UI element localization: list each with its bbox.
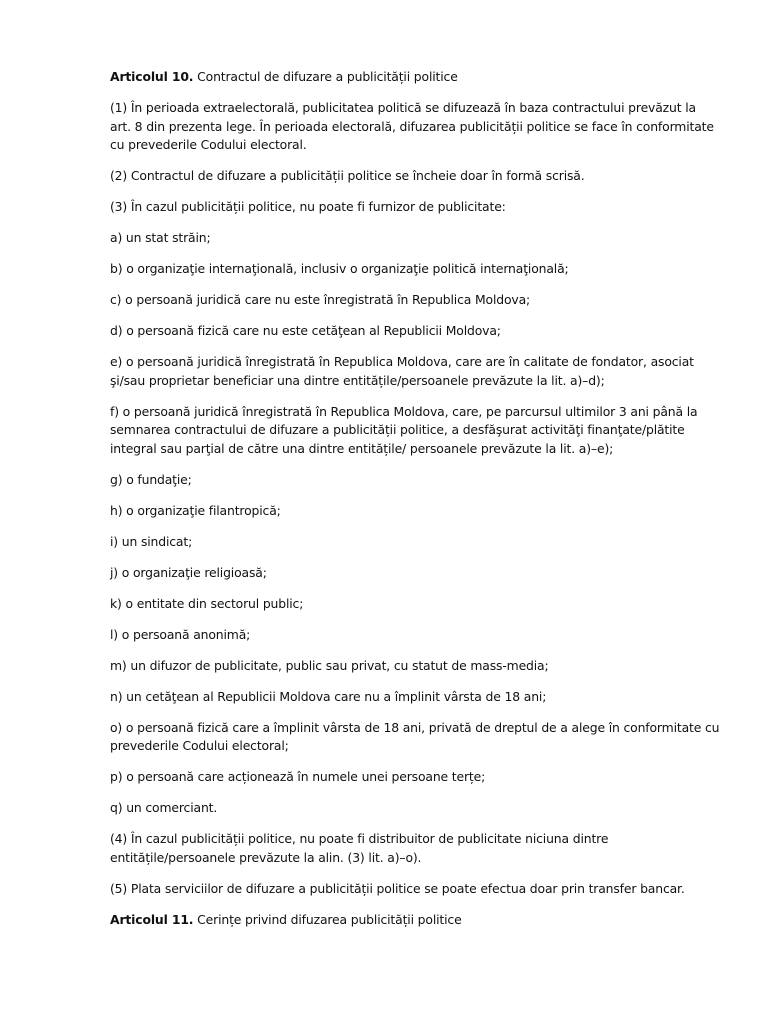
article-10-heading: [110, 68, 720, 87]
list-item-k: k) o entitate din sectorul public;: [110, 595, 304, 611]
article-11-heading: [110, 911, 720, 930]
paragraph-3: (3) În cazul publicității politice, nu poate fi furnizor de publicitate:: [110, 199, 506, 215]
list-item-b: b) o organizaţie internaţională, inclusiv o organizaţie politică internaţională;: [110, 261, 569, 277]
article-10-label: Articolul 10.: [110, 69, 194, 84]
list-item-q: q) un comerciant.: [110, 800, 218, 816]
article-10-title: Contractul de difuzare a publicității politice: [193, 69, 458, 84]
paragraph-1: (1) În perioada extraelectorală, publicitatea politică se difuzează în baza contractului prevăzut la art. 8 din prezenta lege. În perioada electorală, difuzarea publicității politice se face în conformitate cu prevederile Codului electoral.: [110, 99, 714, 153]
article-11-label: Articolul 11.: [110, 911, 194, 927]
list-item-f: f) o persoană juridică înregistrată în Republica Moldova, care, pe parcursul ultimilor 3 ani până la semnarea contractului de difuzare a publicității politice, a desfăşurat activităţi finanţate/plătite integral sau parţial de către una dintre entitățile/ persoanele prevăzute la lit. a)–e);: [110, 403, 698, 456]
list-item-n: n) un cetăţean al Republicii Moldova care nu a împlinit vârsta de 18 ani;: [110, 688, 547, 704]
list-item-l: l) o persoană anonimă;: [110, 626, 251, 642]
list-item-c: c) o persoană juridică care nu este înregistrată în Republica Moldova;: [110, 292, 531, 308]
list-item-i: i) un sindicat;: [110, 533, 193, 549]
list-item-j: j) o organizaţie religioasă;: [110, 564, 267, 580]
list-item-g: g) o fundaţie;: [110, 471, 192, 487]
list-item-p: p) o persoană care acționează în numele unei persoane terțe;: [110, 769, 486, 785]
paragraph-2: (2) Contractul de difuzare a publicității politice se încheie doar în formă scrisă.: [110, 168, 585, 184]
list-item-m: m) un difuzor de publicitate, public sau privat, cu statut de mass-media;: [110, 657, 549, 673]
list-item-o: o) o persoană fizică care a împlinit vârsta de 18 ani, privată de dreptul de a alege în conformitate cu prevederile Codului electoral;: [110, 719, 720, 754]
list-item-e: e) o persoană juridică înregistrată în Republica Moldova, care are în calitate de fondator, asociat şi/sau proprietar beneficiar una dintre entitățile/persoanele prevăzute la lit. a)–d);: [110, 354, 694, 388]
list-item-d: d) o persoană fizică care nu este cetăţean al Republicii Moldova;: [110, 323, 501, 339]
list-item-a: a) un stat străin;: [110, 230, 211, 246]
article-11-title: Cerințe privind difuzarea publicității politice: [193, 911, 462, 927]
list-item-h: h) o organizaţie filantropică;: [110, 502, 281, 518]
document-page: [110, 68, 720, 942]
paragraph-4: (4) În cazul publicității politice, nu poate fi distribuitor de publicitate niciuna dintre entitățile/persoanele prevăzute la alin. (3) lit. a)–o).: [110, 831, 609, 865]
paragraph-5: (5) Plata serviciilor de difuzare a publicității politice se poate efectua doar prin transfer bancar.: [110, 880, 685, 896]
